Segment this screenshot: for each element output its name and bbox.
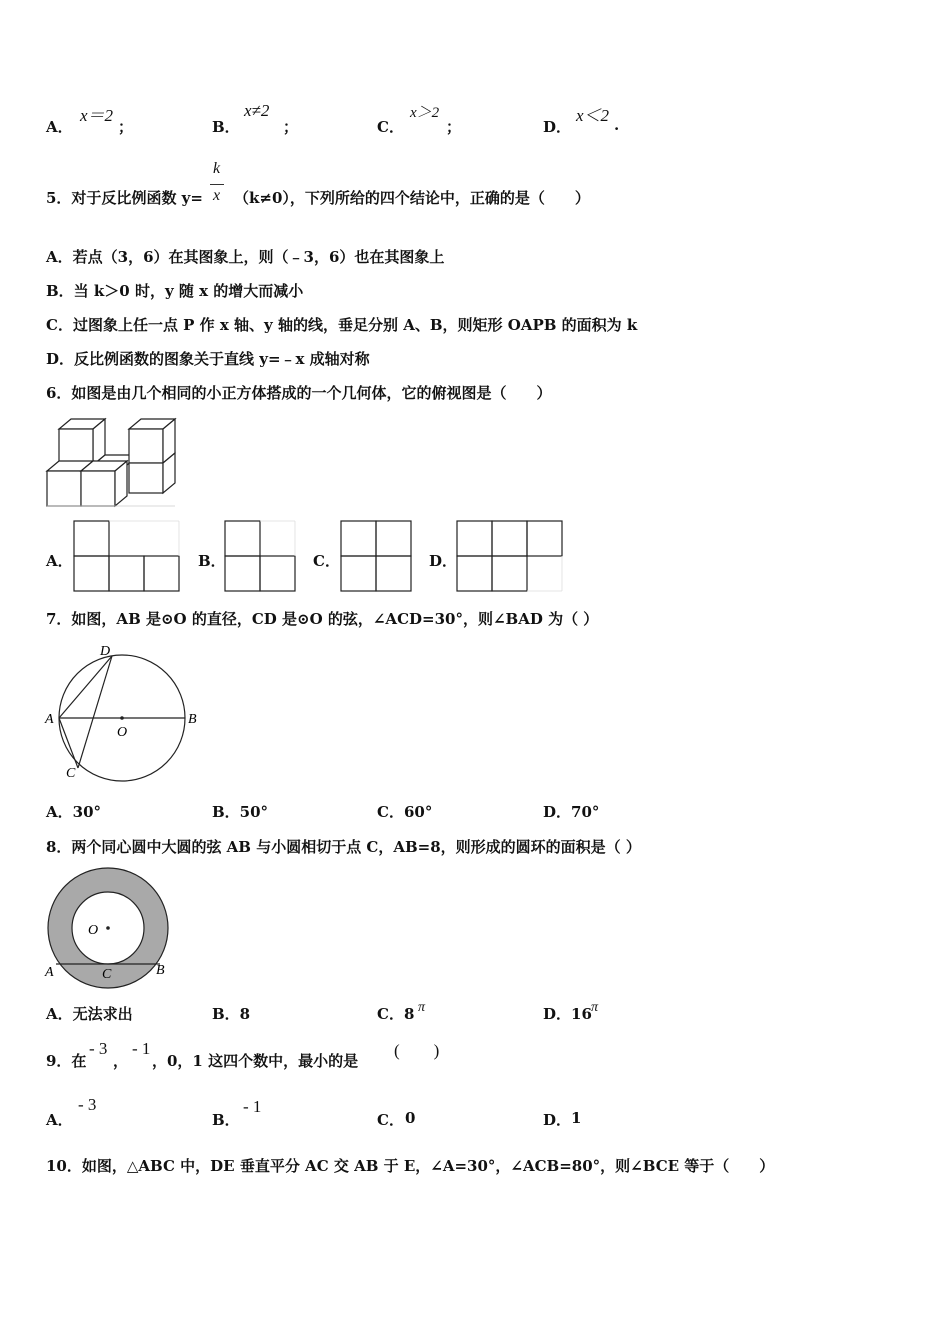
- q5-option-a: A．若点（3，6）在其图象上，则（﹣3，6）也在其图象上: [46, 248, 445, 266]
- q4-option-b-expr: x≠2: [244, 101, 270, 120]
- q7-circle-figure: [44, 645, 204, 785]
- q5-option-c: C．过图象上任一点 P 作 x 轴、y 轴的线，垂足分别 A、B，则矩形 OAPB 的面积为 k: [46, 316, 638, 334]
- q4-option-b-letter: B．: [212, 118, 240, 136]
- q9-option-a-value: - 3: [78, 1095, 97, 1114]
- q4-option-a-letter: A．: [46, 118, 73, 136]
- q9-option-b-letter: B．: [212, 1111, 240, 1129]
- q7-option-c: C．60°: [377, 803, 433, 821]
- q9-option-d-value: 1: [571, 1109, 582, 1127]
- q4-option-a-tail: ；: [118, 118, 134, 136]
- q7-label-b: B: [188, 712, 197, 727]
- q4-option-d-expr: x＜2: [576, 106, 610, 125]
- q9-stem-rest: ，0，1 这四个数中，最小的是: [152, 1052, 359, 1070]
- q7-option-d: D．70°: [543, 803, 600, 821]
- q8-option-d: D．16: [543, 1005, 592, 1023]
- q8-label-o: O: [88, 923, 99, 938]
- q6-option-b-figure: [224, 520, 296, 592]
- q9-option-a-letter: A．: [46, 1111, 73, 1129]
- q4-option-c-tail: ；: [446, 118, 462, 136]
- q4-option-d-tail: .: [614, 116, 620, 134]
- q8-stem: 8．两个同心圆中大圆的弦 AB 与小圆相切于点 C，AB=8，则形成的圆环的面积是（ ）: [46, 838, 641, 856]
- q6-cube-figure: [45, 415, 185, 510]
- q9-number-minus-3: - 3: [89, 1039, 108, 1058]
- q9-answer-paren: ( ): [394, 1041, 440, 1060]
- q8-label-b: B: [156, 963, 165, 978]
- q9-option-b-value: - 1: [243, 1097, 262, 1116]
- q8-option-c-pi: π: [418, 1000, 426, 1015]
- q4-option-d-letter: D．: [543, 118, 572, 136]
- q9-stem-prefix: 9．在: [46, 1052, 87, 1070]
- q4-option-c-letter: C．: [377, 118, 404, 136]
- q8-label-a: A: [45, 965, 54, 980]
- q10-stem: 10．如图，△ABC 中，DE 垂直平分 AC 交 AB 于 E，∠A=30°，∠ACB=80°，则∠BCE 等于（ ）: [46, 1157, 775, 1175]
- q7-option-b: B．50°: [212, 803, 269, 821]
- q4-option-c-expr: x＞2: [410, 105, 440, 121]
- q5-frac-numerator: k: [213, 160, 221, 177]
- q9-sep: ，: [113, 1052, 129, 1070]
- q6-option-a-letter: A．: [46, 552, 73, 570]
- q9-option-d-letter: D．: [543, 1111, 572, 1129]
- q6-option-d-figure: [456, 520, 566, 592]
- q8-annulus-figure: [44, 866, 184, 986]
- q7-stem: 7．如图，AB 是⊙O 的直径，CD 是⊙O 的弦，∠ACD=30°，则∠BAD 为（ ）: [46, 610, 599, 628]
- q7-label-c: C: [66, 766, 76, 781]
- q9-number-minus-1: - 1: [132, 1039, 151, 1058]
- q6-option-c-figure: [340, 520, 412, 592]
- q6-option-c-letter: C．: [313, 552, 340, 570]
- q8-option-a: A．无法求出: [46, 1005, 133, 1023]
- q5-frac-denominator: x: [213, 187, 221, 204]
- q6-option-d-letter: D．: [429, 552, 458, 570]
- q7-label-d: D: [100, 644, 111, 659]
- q6-stem: 6．如图是由几个相同的小正方体搭成的一个几何体，它的俯视图是（ ）: [46, 384, 552, 402]
- q5-frac-bar: [210, 184, 224, 185]
- q9-option-c-letter: C．: [377, 1111, 404, 1129]
- q5-stem-suffix: （k≠0），下列所给的四个结论中，正确的是（ ）: [234, 189, 590, 207]
- q7-label-a: A: [45, 712, 54, 727]
- q7-label-o: O: [117, 725, 128, 740]
- q9-option-c-value: 0: [405, 1109, 416, 1127]
- q8-option-b: B．8: [212, 1005, 251, 1023]
- q7-option-a: A．30°: [46, 803, 102, 821]
- q5-option-d: D．反比例函数的图象关于直线 y=﹣x 成轴对称: [46, 350, 370, 368]
- q8-label-c: C: [102, 967, 112, 982]
- q4-option-a-expr: x＝2: [80, 106, 114, 125]
- q6-option-b-letter: B．: [198, 552, 226, 570]
- q8-option-c: C．8: [377, 1005, 415, 1023]
- q8-option-d-pi: π: [591, 1000, 599, 1015]
- q5-option-b: B．当 k＞0 时，y 随 x 的增大而减小: [46, 282, 304, 300]
- q4-option-b-tail: ；: [283, 118, 299, 136]
- q5-stem-prefix: 5．对于反比例函数 y=: [46, 189, 203, 207]
- q6-option-a-figure: [73, 520, 183, 592]
